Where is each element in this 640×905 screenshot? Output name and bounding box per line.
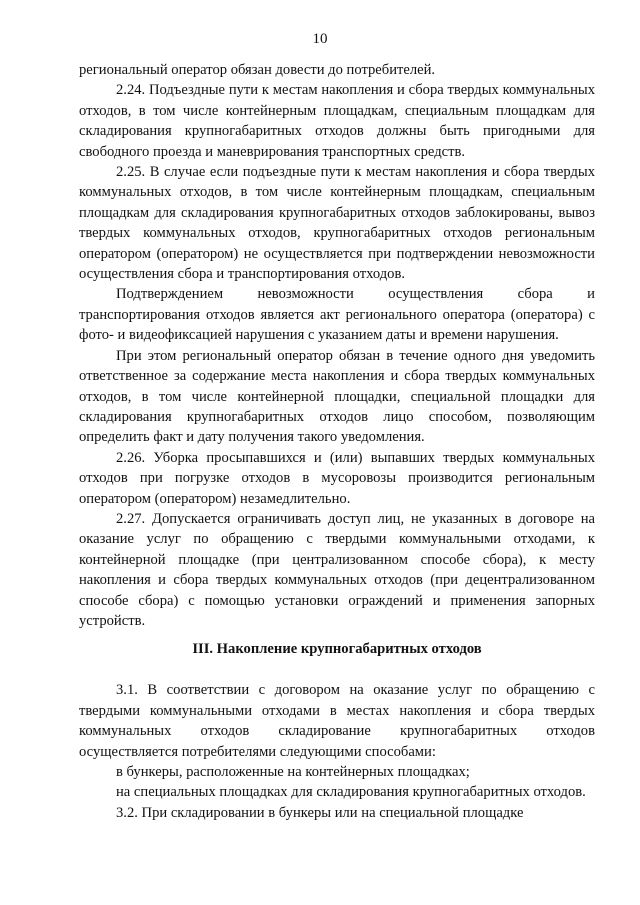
section-three-text (79, 680, 595, 823)
paragraph-2-24: 2.24. Подъездные пути к местам накопления и сбора твердых коммунальных отходов, в том числе контейнерным площадкам, специальным площадкам для складирования крупногабаритных отходов должны быть пригодными для свободного проезда и маневрирования транспортных средств. (79, 82, 595, 160)
paragraph-3-1: 3.1. В соответствии с договором на оказание услуг по обращению с твердыми коммунальными отходами в местах накопления и сбора твердых коммунальных отходов складирование крупногабаритных отходов осуществляется потребителями следующими способами: (79, 682, 595, 760)
page-number: 10 (312, 31, 328, 47)
paragraph-continuation: региональный оператор обязан довести до потребителей. (79, 62, 436, 78)
list-item-bunkers: в бункеры, расположенные на контейнерных площадках; (116, 764, 470, 780)
list-item-special-sites: на специальных площадках для складирования крупногабаритных отходов. (116, 784, 586, 801)
paragraph-2-27: 2.27. Допускается ограничивать доступ лиц, не указанных в договоре на оказание услуг по обращению с твердыми коммунальными отходами, к контейнерной площадке (при централизованном способе сбора), к месту накопления и сбора твердых коммунальных отходов (при децентрализованном способе сбора) с помощью установки ограждений и применения запорных устройств. (79, 510, 595, 629)
section-heading: III. Накопление крупногабаритных отходов (192, 641, 482, 658)
paragraph-notification: При этом региональный оператор обязан в течение одного дня уведомить ответственное за содержание места накопления и сбора твердых коммунальных отходов, в том числе контейнерной площадки, специальной площадки для складирования крупногабаритных отходов лицо способом, позволяющим определить факт и дату получения такого уведомления. (79, 347, 595, 446)
paragraph-confirmation: Подтверждением невозможности осуществления сбора и транспортирования отходов является акт регионального оператора (оператора) с фото- и видеофиксацией нарушения с указанием даты и времени нарушения. (79, 286, 595, 344)
paragraph-2-25: 2.25. В случае если подъездные пути к местам накопления и сбора твердых коммунальных отходов, в том числе контейнерным площадкам, специальным площадкам для складирования крупногабаритных отходов заблокированы, вывоз твердых коммунальных отходов, крупногабаритных отходов региональным оператором (оператором) не осуществляется при подтверждении невозможности осуществления сбора и транспортирования отходов. (79, 164, 595, 283)
section-two-text (79, 60, 595, 631)
document-body (79, 60, 595, 823)
heading-spacer (79, 659, 595, 680)
paragraph-3-2: 3.2. При складировании в бункеры или на специальной площадке (116, 804, 524, 821)
paragraph-2-26: 2.26. Уборка просыпавшихся и (или) выпавших твердых коммунальных отходов при погрузке отходов в мусоровозы производится региональным оператором (оператором) незамедлительно. (79, 449, 595, 507)
